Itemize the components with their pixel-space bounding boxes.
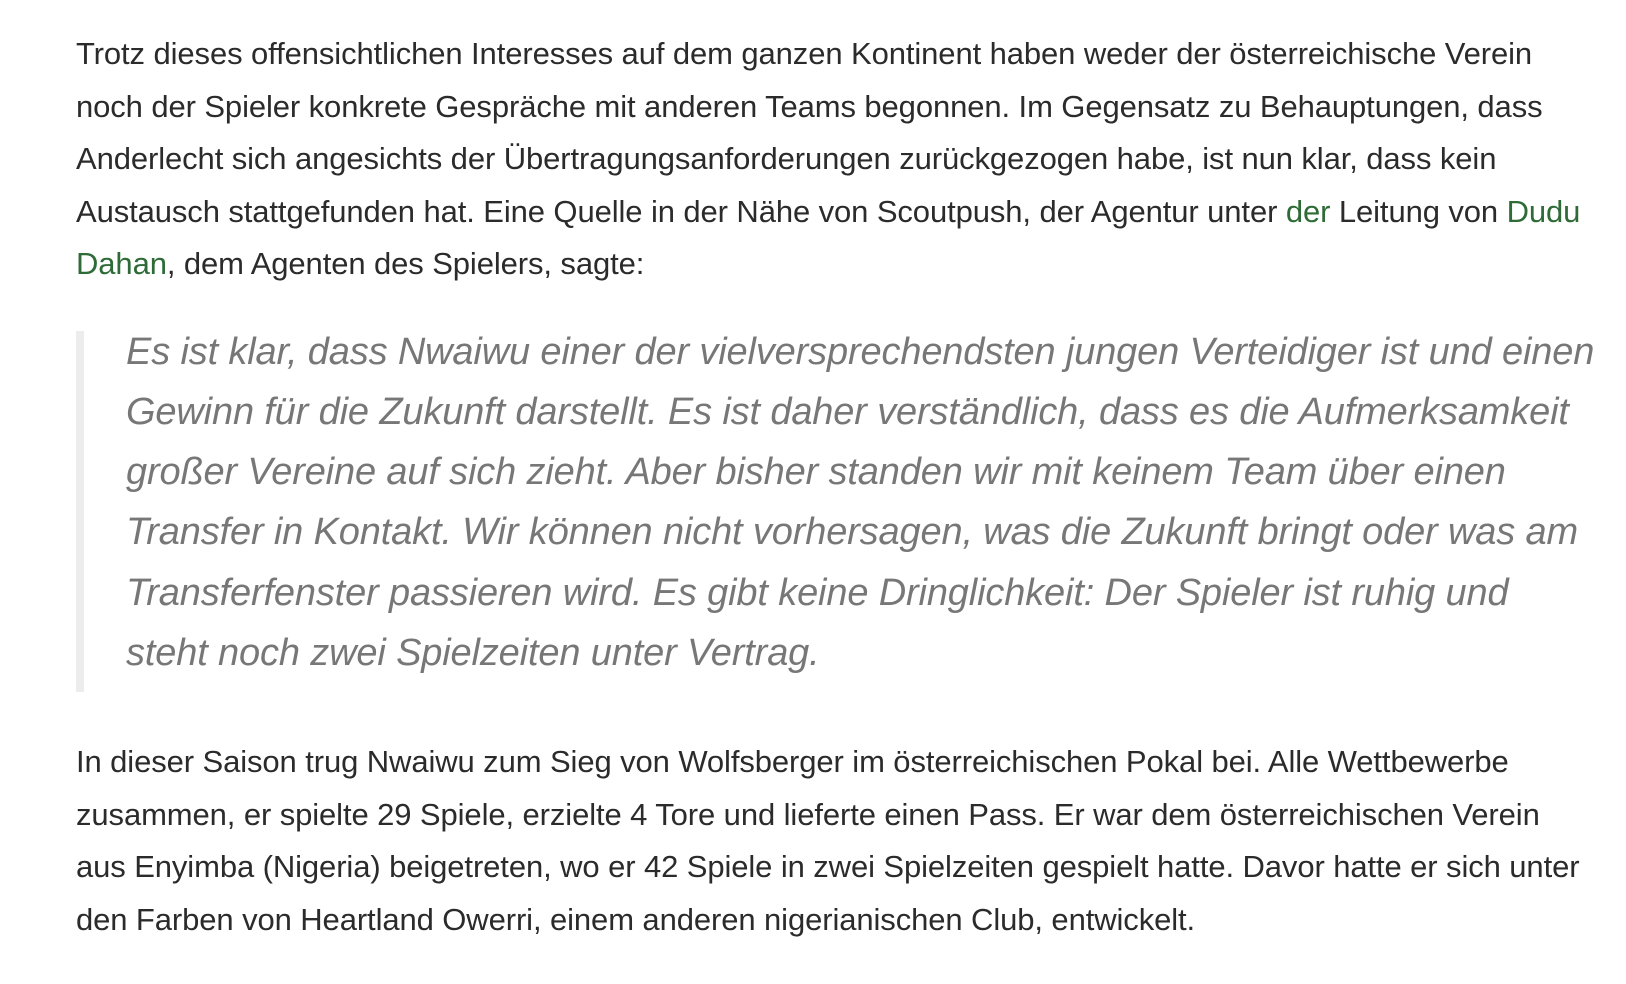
article-paragraph: In dieser Saison trug Nwaiwu zum Sieg von Wolfsberger im österreichischen Pokal bei. Alle Wettbewerbe zusammen, er spielte 29 Spiele, erzielte 4 Tore und lieferte einen Pass. Er war dem österreichischen Verein aus Enyimba (Nigeria) beigetreten, wo er 42 Spiele in zwei Spielzeiten gespielt hatte. Davor hatte er sich unter den Farben von Heartland Owerri, einem anderen nigerianischen Club, entwickelt. <box>76 744 1580 937</box>
paragraph-text: , dem Agenten des Spielers, sagte: <box>166 246 645 281</box>
article-paragraph <box>76 28 1596 291</box>
blockquote <box>76 331 1596 693</box>
article-body <box>76 28 1596 946</box>
link-der[interactable]: der <box>1285 193 1331 229</box>
link-dudu-dahan[interactable]: Dudu Dahan <box>76 193 1581 281</box>
quote-text: Es ist klar, dass Nwaiwu einer der vielversprechendsten jungen Verteidiger ist und einen Gewinn für die Zukunft darstellt. Es ist daher verständlich, dass es die Aufmerksamkeit großer Vereine auf sich zieht. Aber bisher standen wir mit keinem Team über einen Transfer in Kontakt. Wir können nicht vorhersagen, was die Zukunft bringt oder was am Transferfenster passieren wird. Es gibt keine Dringlichkeit: Der Spieler ist ruhig und steht noch zwei Spielzeiten unter Vertrag. <box>126 330 1595 674</box>
paragraph-text: Leitung von <box>1330 193 1507 229</box>
paragraph-text: Trotz dieses offensichtlichen Interesses auf dem ganzen Kontinent haben weder der österreichische Verein noch der Spieler konkrete Gespräche mit anderen Teams begonnen. Im Gegensatz zu Behauptungen, dass Anderlecht sich angesichts der Übertragungsanforderungen zurückgezogen habe, ist nun klar, dass kein Austausch stattgefunden hat. Eine Quelle in der Nähe von Scoutpush, der Agentur unter <box>76 36 1543 229</box>
